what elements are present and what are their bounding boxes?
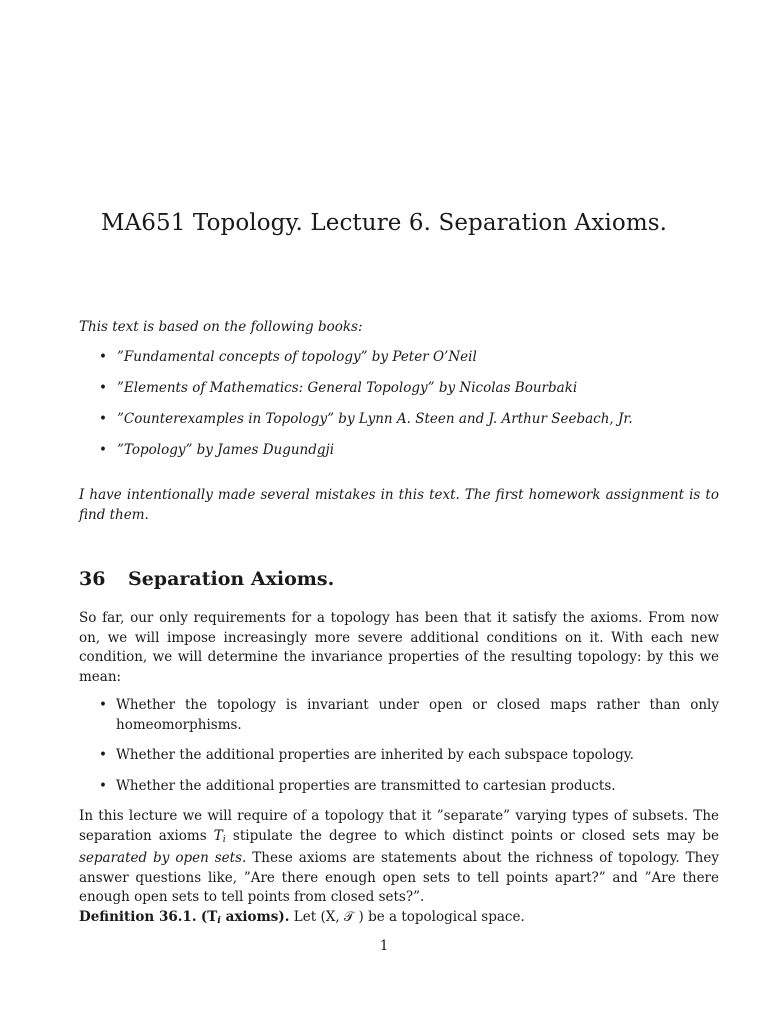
definition <box>79 908 719 931</box>
text-run: stipulate the degree to which distinct points or closed sets may be <box>225 827 720 844</box>
math-subscript: i <box>222 833 226 845</box>
mistakes-note: I have intentionally made several mistakes in this text. The first homework assignment is to find them. <box>79 487 719 523</box>
book-list <box>79 347 719 471</box>
property-entry: Whether the additional properties are inherited by each subspace topology. <box>116 747 634 763</box>
math-symbol: T <box>213 827 223 844</box>
property-entry: Whether the topology is invariant under open or closed maps rather than only homeomorphisms. <box>116 697 719 733</box>
property-list <box>79 696 719 796</box>
book-entry: ”Topology” by James Dugundgji <box>117 442 335 458</box>
text-run: . These axioms are statements about the richness of topology. They answer questions like, ”Are there enough open sets to tell points apart?” and ”Are there enough open sets to tell points from closed sets?”. <box>79 850 719 905</box>
list-item <box>79 777 719 797</box>
definition-title <box>201 909 290 925</box>
intro-lead: This text is based on the following books: <box>79 319 363 335</box>
section-title: Separation Axioms. <box>128 568 335 590</box>
page-number: 1 <box>379 938 389 954</box>
bullet-icon: • <box>99 349 107 365</box>
property-entry: Whether the additional properties are transmitted to cartesian products. <box>116 777 616 794</box>
bullet-icon: • <box>99 777 107 794</box>
text-run: In this lecture we will require of a topology that it ”separate” varying types of subsets. The separation axioms <box>79 808 719 844</box>
bullet-icon: • <box>99 380 107 396</box>
book-entry: ”Counterexamples in Topology” by Lynn A. Steen and J. Arthur Seebach, Jr. <box>117 411 633 427</box>
intro-block <box>79 319 719 525</box>
bullet-icon: • <box>99 697 107 713</box>
list-item <box>79 347 719 378</box>
list-item <box>79 746 719 766</box>
list-item <box>79 378 719 409</box>
section-heading <box>79 568 719 590</box>
definition-label: Definition 36.1. <box>79 908 197 925</box>
list-item <box>79 409 719 440</box>
list-item <box>79 696 719 735</box>
bullet-icon: • <box>99 442 107 458</box>
lecture-title: MA651 Topology. Lecture 6. Separation Axioms. <box>100 210 668 236</box>
math-subscript: i <box>217 914 221 926</box>
bullet-icon: • <box>99 411 107 427</box>
definition-text: Let (X, 𝒯 ) be a topological space. <box>289 908 525 925</box>
text-run: (T <box>200 908 218 925</box>
book-entry: ”Fundamental concepts of topology” by Peter O’Neil <box>117 349 477 365</box>
text-run: axioms). <box>220 908 290 925</box>
section-body <box>79 609 719 930</box>
book-entry: ”Elements of Mathematics: General Topology” by Nicolas Bourbaki <box>117 380 578 396</box>
list-item <box>79 440 719 471</box>
paragraph-separation <box>79 807 719 908</box>
bullet-icon: • <box>99 747 107 763</box>
paragraph-intro: So far, our only requirements for a topology has been that it satisfy the axioms. From now on, we will impose increasingly more severe additional conditions on it. With each new condition, we will determine the invariance properties of the resulting topology: by this we mean: <box>79 610 719 685</box>
emphasis-text: separated by open sets <box>79 850 243 866</box>
section-number: 36 <box>79 568 106 590</box>
